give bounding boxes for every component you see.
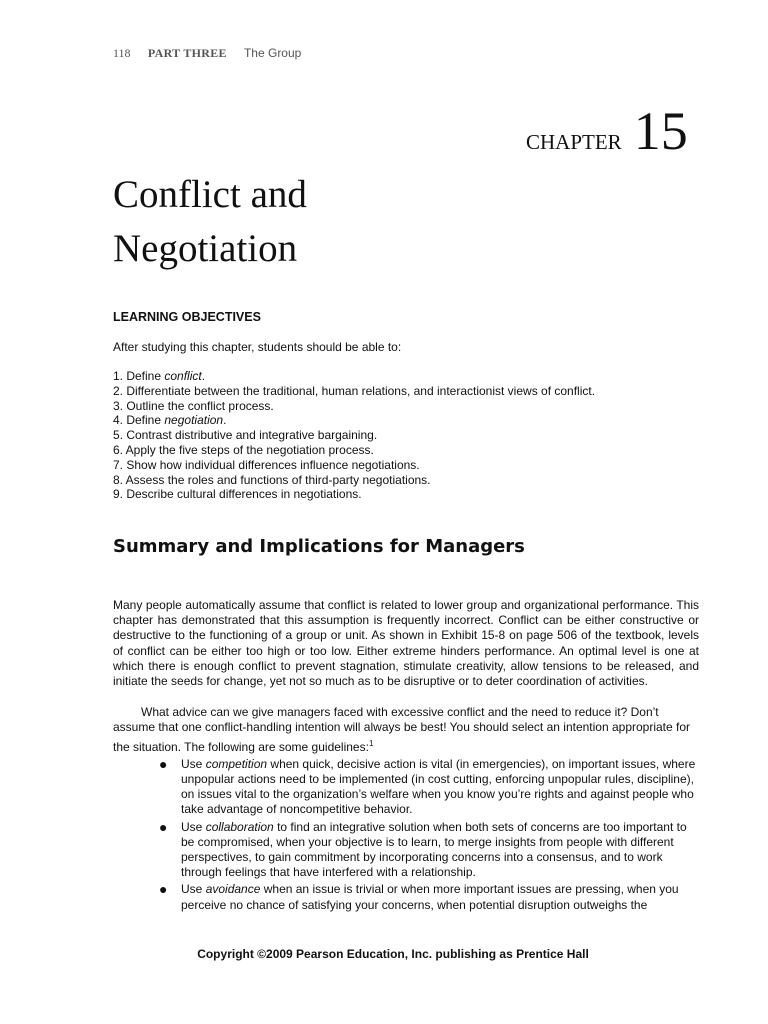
bullet-icon: ● — [159, 881, 168, 898]
guideline-item: ● Use competition when quick, decisive action is vital (in emergencies), on important issues, where unpopular actions need to be implemented (in cost cutting, enforcing unpopular rules, discipline), on issues vital to the organization’s welfare when you know you’re rights and against people who take advantage of noncompetitive behavior. — [159, 755, 696, 817]
copyright-footer: Copyright ©2009 Pearson Education, Inc. publishing as Prentice Hall — [197, 947, 589, 961]
summary-body — [113, 598, 699, 915]
objective-item: 2. Differentiate between the traditional, human relations, and interactionist views of conflict. — [113, 383, 596, 398]
learning-objectives-heading: LEARNING OBJECTIVES — [113, 310, 261, 324]
guidelines-list — [113, 757, 699, 913]
footnote-marker[interactable]: 1 — [368, 738, 374, 748]
guideline-item: ● Use avoidance when an issue is trivial or when more important issues are pressing, when you perceive no chance of satisfying your concerns, when potential disruption outweighs the — [159, 881, 679, 912]
chapter-title-line-2: Negotiation — [113, 227, 298, 270]
guideline-item: ● Use collaboration to find an integrative solution when both sets of concerns are too important to be compromised, when your objective is to learn, to merge insights from people with different perspectives, to gain commitment by incorporating concerns into a consensus, and to work through feelings that have interfered with a relationship. — [159, 818, 687, 880]
chapter-title — [113, 168, 513, 276]
bullet-icon: ● — [159, 818, 168, 835]
section-label: The Group — [243, 46, 302, 60]
objective-item: 6. Apply the five steps of the negotiation process. — [113, 442, 374, 457]
chapter-label — [526, 100, 688, 162]
chapter-word: CHAPTER — [526, 130, 622, 154]
objective-item: 4. Define negotiation. — [113, 413, 227, 428]
summary-paragraph-2: What advice can we give managers faced with excessive conflict and the need to reduce it? Don’t assume that one conflict-handling intention will always be best! You should select an intention appropriate for the situation. The following are some guidelines:$^1$ — [113, 705, 691, 754]
objectives-list — [113, 369, 595, 502]
objective-item: 7. Show how individual differences influence negotiations. — [113, 457, 420, 472]
page-number: 118 — [113, 46, 131, 60]
chapter-title-line-1: Conflict and — [113, 173, 307, 216]
part-label: PART THREE — [147, 46, 227, 60]
chapter-number: 15 — [633, 101, 688, 161]
objective-item: 3. Outline the conflict process. — [113, 398, 274, 413]
objective-item: 1. Define conflict. — [113, 369, 206, 383]
objective-item: 5. Contrast distributive and integrative bargaining. — [113, 428, 378, 443]
objective-item: 9. Describe cultural differences in negotiations. — [113, 487, 362, 502]
running-head — [113, 46, 301, 61]
summary-paragraph-1: Many people automatically assume that conflict is related to lower group and organizational performance. This chapter has demonstrated that this assumption is frequently incorrect. Conflict can be either constructive or destructive to the functioning of a group or unit. As shown in Exhibit 15-8 on page 506 of the textbook, levels of conflict can be either too high or too low. Either extreme hinders performance. An optimal level is one at which there is enough conflict to prevent stagnation, stimulate creativity, allow tensions to be released, and initiate the seeds for change, yet not so much as to be disruptive or to deter coordination of activities. — [113, 598, 699, 689]
objective-item: 8. Assess the roles and functions of third-party negotiations. — [113, 472, 431, 487]
learning-objectives-intro: After studying this chapter, students should be able to: — [113, 340, 402, 354]
summary-heading: Summary and Implications for Managers — [113, 536, 525, 557]
bullet-icon: ● — [159, 755, 168, 772]
